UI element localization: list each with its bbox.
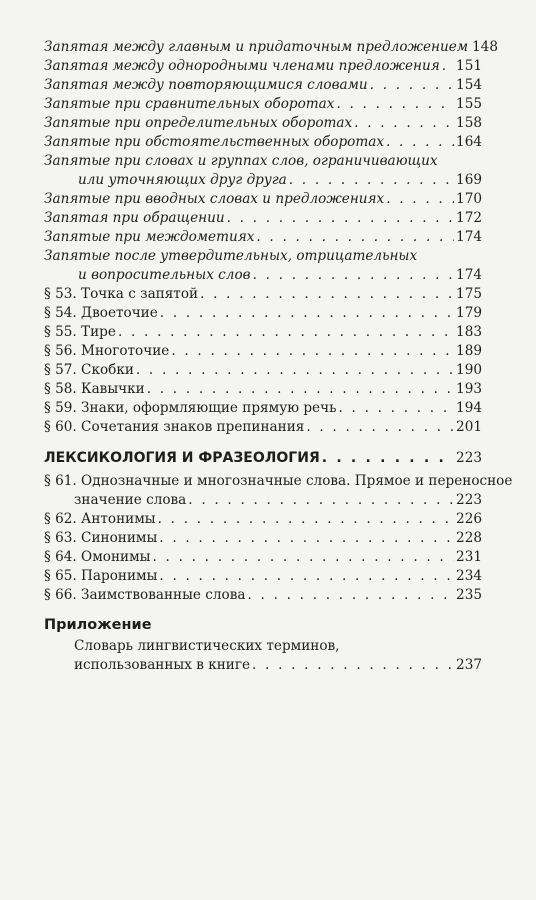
toc-page-number: 223 [456,492,482,508]
dot-leader [322,448,454,468]
dot-leader [289,171,454,189]
toc-page-number: 194 [456,400,482,416]
dot-leader [248,586,455,604]
toc-appendix-entry [74,656,482,674]
dot-leader [147,380,454,398]
toc-entry [78,266,482,284]
toc-entry [44,38,498,56]
toc-page-number: 174 [456,229,482,245]
toc-section [44,323,482,341]
toc-section [44,342,482,360]
toc-entry [44,95,482,113]
toc-entry-line1: Запятые при словах и группах слов, ограничивающих [44,153,438,169]
toc-section-title: § 54. Двоеточие [44,305,158,321]
dot-leader [354,114,454,132]
dot-leader [152,548,454,566]
toc-section-title: § 55. Тире [44,324,116,340]
dot-leader [386,133,454,151]
toc-section [44,361,482,379]
dot-leader [188,491,454,509]
toc-section-line1: § 61. Однозначные и многозначные слова. Прямое и переносное [44,473,513,489]
dot-leader [136,361,454,379]
toc-page-number: 174 [456,267,482,283]
dot-leader [160,304,454,322]
toc-page-number: 193 [456,381,482,397]
toc-entry-title: Запятые при сравнительных оборотах [44,96,335,112]
toc-entry [44,114,482,132]
toc-page-number: 148 [472,39,498,55]
dot-leader [336,95,454,113]
appendix-heading: Приложение [44,617,152,633]
toc-page-number: 231 [456,549,482,565]
toc-section-title: § 57. Скобки [44,362,134,378]
toc-entry-title: Запятая при обращении [44,210,225,226]
toc-page-number: 226 [456,511,482,527]
dot-leader [370,76,454,94]
toc-section-title: § 58. Кавычки [44,381,145,397]
toc-entry-line1: Запятые после утвердительных, отрицательных [44,248,418,264]
appendix-line1: Словарь лингвистических терминов, [74,638,340,654]
dot-leader [253,266,454,284]
toc-entry [44,133,482,151]
toc-section-title: § 60. Сочетания знаков препинания [44,419,305,435]
dot-leader [339,399,455,417]
toc-page-number: 164 [456,134,482,150]
toc-section [44,418,482,436]
toc-section [44,529,482,547]
toc-section [44,567,482,585]
toc-section-title: значение слова [74,492,187,508]
toc-page-number: 183 [456,324,482,340]
toc-page-number: 170 [456,191,482,207]
toc-page-number: 154 [456,77,482,93]
toc-section [44,510,482,528]
dot-leader [227,209,454,227]
chapter-title: ЛЕКСИКОЛОГИЯ И ФРАЗЕОЛОГИЯ [44,450,320,466]
toc-section-title: § 56. Многоточие [44,343,170,359]
toc-entry [44,57,482,75]
toc-entry [44,76,482,94]
toc-page-number: 235 [456,587,482,603]
toc-section-title: § 59. Знаки, оформляющие прямую речь [44,400,337,416]
toc-section [44,304,482,322]
toc-appendix-title: использованных в книге [74,657,250,673]
toc-section-title: § 64. Омонимы [44,549,151,565]
toc-page-number: 189 [456,343,482,359]
toc-section [74,491,482,509]
toc-section-title: § 63. Синонимы [44,530,158,546]
toc-section [44,548,482,566]
toc-page-number: 172 [456,210,482,226]
toc-page-number: 155 [456,96,482,112]
dot-leader [158,510,454,528]
toc-page-number: 179 [456,305,482,321]
toc-entry-title: и вопросительных слов [78,267,251,283]
dot-leader [386,190,454,208]
toc-page-number: 151 [456,58,482,74]
toc-page-number: 234 [456,568,482,584]
dot-leader [159,567,454,585]
toc-section [44,399,482,417]
toc-section [44,586,482,604]
toc-section-title: § 62. Антонимы [44,511,156,527]
toc-page-number: 175 [456,286,482,302]
toc-entry-title: или уточняющих друг друга [78,172,287,188]
toc-page-number: 201 [456,419,482,435]
toc-page-number: 223 [456,450,482,466]
dot-leader [252,656,454,674]
toc-section-title: § 53. Точка с запятой [44,286,199,302]
dot-leader [200,285,454,303]
toc-page-number: 237 [456,657,482,673]
toc-entry-title: Запятая между повторяющимися словами [44,77,368,93]
toc-page-number: 190 [456,362,482,378]
dot-leader [256,228,454,246]
toc-entry-title: Запятые при определительных оборотах [44,115,353,131]
toc-section [44,380,482,398]
toc-entry-title: Запятая между главным и придаточным предложением [44,39,469,55]
dot-leader [171,342,454,360]
toc-entry [44,209,482,227]
dot-leader [159,529,454,547]
toc-entry [44,228,482,246]
toc-entry [44,190,482,208]
dot-leader [442,57,454,75]
toc-section-title: § 66. Заимствованные слова [44,587,246,603]
dot-leader [306,418,454,436]
dot-leader [118,323,454,341]
toc-section [44,285,482,303]
toc-entry-title: Запятые при обстоятельственных оборотах [44,134,384,150]
toc-entry-title: Запятые при вводных словах и предложениях [44,191,385,207]
toc-page-number: 158 [456,115,482,131]
chapter-heading [44,448,482,468]
toc-entry [78,171,482,189]
toc-page-number: 169 [456,172,482,188]
toc-entry-title: Запятые при междометиях [44,229,255,245]
toc-entry-title: Запятая между однородными членами предложения [44,58,440,74]
toc-page-number: 228 [456,530,482,546]
toc-section-title: § 65. Паронимы [44,568,158,584]
